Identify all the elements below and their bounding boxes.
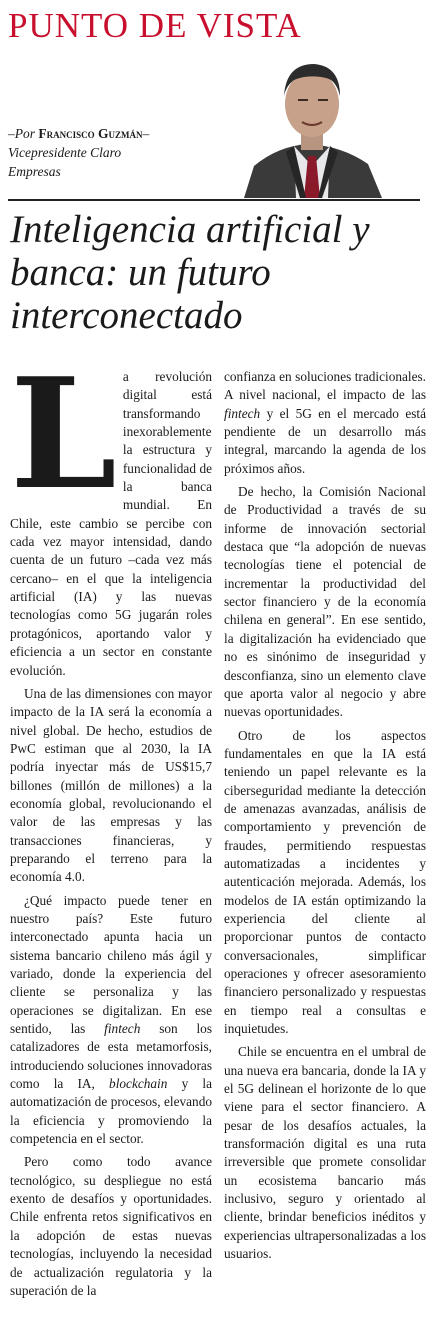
paragraph-3-text-c: y la automatización de procesos, elevando la eficiencia y promoviendo la competencia en el sector. [10, 1076, 212, 1147]
byline-suffix: – [142, 126, 150, 141]
byline-author-line [8, 124, 149, 143]
byline [8, 124, 149, 181]
author-company: Empresas [8, 164, 61, 179]
header-rule [8, 199, 420, 201]
section-title: PUNTO DE VISTA [8, 6, 302, 45]
article-paragraph-5: De hecho, la Comisión Nacional de Productividad a través de su informe de innovación sectorial destaca que “la adopción de nuevas tecnologías tiene el potencial de incrementar la productividad del sector financiero y de la economía chilena en general”. En ese sentido, la digitalización ha evidenciado que no es sinónimo de inseguridad y desconfianza, sino un elemento clave que aporta valor al negocio y abre nuevas oportunidades. [224, 484, 426, 720]
article-paragraph-4: Pero como todo avance tecnológico, su despliegue no está exento de desafíos y oportunidades. Chile enfrenta retos significativos en la adopción de estas nuevas tecnologías, incluyendo la necesidad de actualización regulatoria y la superación de la [10, 1154, 212, 1298]
author-role: Vicepresidente Claro [8, 145, 122, 160]
fintech-term: fintech [104, 1021, 141, 1037]
article-paragraph-2: Una de las dimensiones con mayor impacto de la IA será la economía a nivel global. De hecho, estudios de PwC estiman que al 2030, la IA podría inyectar más de US$15,7 billones (millón de millones) a la economía global, revolucionando el valor de las empresas y las transacciones financieras, y preparando el terreno para la economía 4.0. [10, 685, 212, 885]
article-headline: Inteligencia artificial y banca: un futuro interconectado [10, 208, 370, 337]
article-paragraph-6: Otro de los aspectos fundamentales en que la IA está teniendo un papel relevante es la ciberseguridad mediante la detección de amenazas avanzadas, análisis de comportamiento y prevención de fraudes, permitiendo respuestas automatizadas a incidentes y autenticación mejorada. Además, los modelos de IA están optimizando la experiencia del cliente al proporcionar puntos de contacto conversacionales, simplificar operaciones y ofrecer asesoramiento financiero personalizado y respuestas en tiempo real a consultas e inquietudes. [224, 727, 426, 1037]
article-column-1 [10, 344, 213, 1305]
paragraph-4-cont-text-b: y el 5G en el mercado está pendiente de un desarrollo más integral, marcando la agenda de los próximos años. [224, 405, 426, 476]
fintech-term: fintech [224, 405, 261, 421]
article-paragraph-4-continued [224, 368, 426, 478]
paragraph-4-cont-text-a: confianza en soluciones tradicionales. A nivel nacional, el impacto de las [224, 369, 426, 403]
blockchain-term: blockchain [109, 1076, 168, 1092]
article-paragraph-3 [10, 892, 212, 1149]
article-column-2 [224, 368, 426, 1269]
author-name: Francisco Guzmán [38, 126, 143, 141]
author-photo [238, 48, 386, 198]
paragraph-3-text-a: ¿Qué impacto puede tener en nuestro país? Este futuro interconectado apunta hacia un sistema bancario chileno más ágil y variado, donde la experiencia del cliente se personaliza y las operaciones se digitalizan. En ese sentido, las [10, 892, 212, 1037]
article-paragraph-1 [10, 344, 212, 680]
paragraph-3-text-b: son los catalizadores de esta metamorfosis, introduciendo soluciones innovadoras como la IA, [10, 1021, 213, 1092]
byline-prefix: –Por [8, 126, 39, 141]
drop-cap: L [10, 344, 117, 523]
article-paragraph-7: Chile se encuentra en el umbral de una nueva era bancaria, donde la IA y el 5G delinean el horizonte de lo que viene para el sector financiero. A pesar de los desafíos actuales, la transformación digital es una ruta irreversible que promete consolidar un ecosistema bancario más inclusivo, seguro y orientado al cliente, brindar beneficios inéditos y experiencias ultrapersonalizadas a los usuarios. [224, 1044, 426, 1262]
paragraph-1-text: a revolución digital está transformando inexorablemente la estructura y funcionalidad de la banca mundial. En Chile, este cambio se percibe con cada vez mayor intensidad, dando cuenta de un futuro –cada vez más cercano– en el que la inteligencia artificial (IA) y las nuevas tecnologías como 5G jugarán roles protagónicos, aportando valor y eficiencia a un sector en constante evolución. [10, 369, 212, 678]
